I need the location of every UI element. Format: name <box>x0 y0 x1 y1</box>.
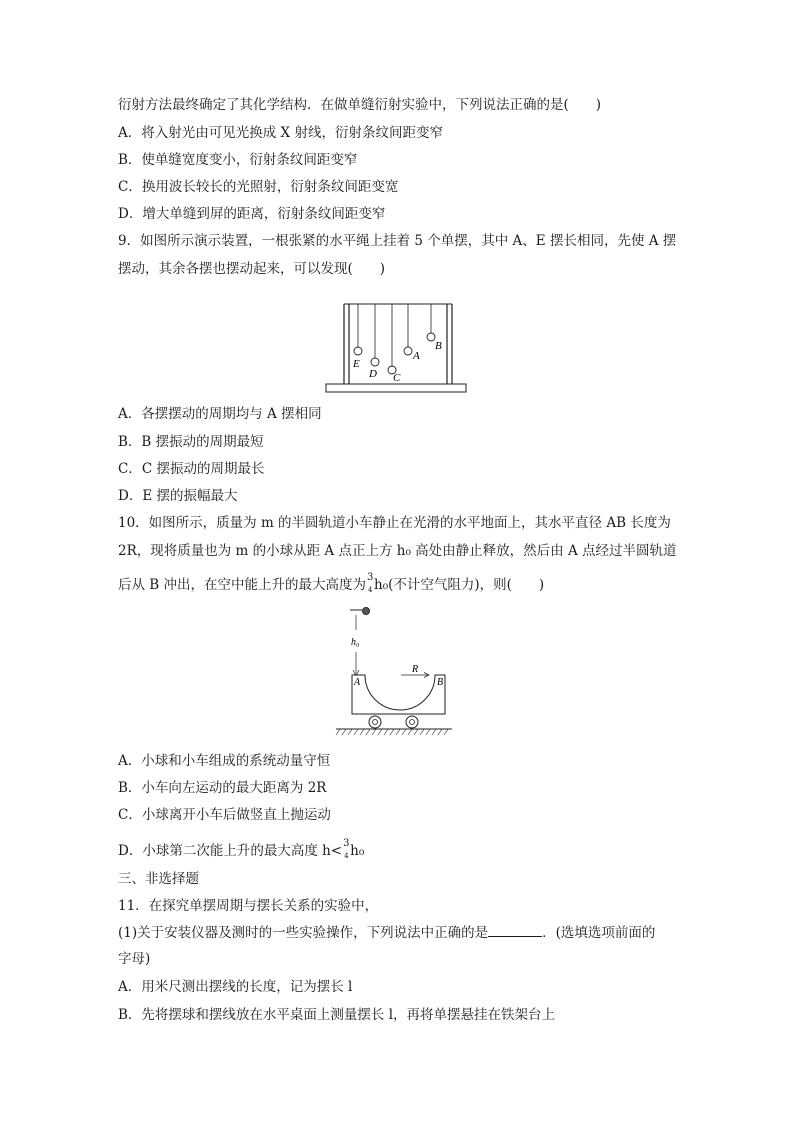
option-c-q9: C．C 摆振动的周期最长 <box>118 461 265 477</box>
q11-1-post: ．(选填选项前面的 <box>542 925 656 941</box>
question-10-line1: 10．如图所示，质量为 m 的半圆轨道小车静止在光滑的水平地面上，其水平直径 AB 长度为 <box>118 515 671 531</box>
option-a-q9: A．各摆摆动的周期均与 A 摆相同 <box>118 406 322 422</box>
label-d: D <box>369 368 377 380</box>
frac-num: 3 <box>367 572 374 583</box>
option-a-q11: A．用米尺测出摆线的长度，记为摆长 l <box>118 979 353 995</box>
line-1: 衍射方法最终确定了其化学结构．在做单缝衍射实验中，下列说法正确的是( ) <box>118 97 602 113</box>
label-a: A <box>413 350 420 362</box>
option-c-q8: C．换用波长较长的光照射，衍射条纹间距变宽 <box>118 179 399 195</box>
answer-blank[interactable] <box>488 924 542 937</box>
frac-num-d: 3 <box>343 838 350 849</box>
option-a-q8: A．将入射光由可见光换成 X 射线，衍射条纹间距变窄 <box>118 125 443 141</box>
option-a-q10: A．小球和小车组成的系统动量守恒 <box>118 753 331 769</box>
fraction-3-4-d <box>342 838 350 860</box>
section-3-title: 三、非选择题 <box>118 871 199 887</box>
question-11-part1 <box>118 924 655 942</box>
question-9-line1: 9．如图所示演示装置，一根张紧的水平绳上挂着 5 个单摆，其中 A、E 摆长相同，先使 A 摆 <box>118 233 677 249</box>
frac-den-d: 4 <box>344 852 349 860</box>
q10-line3-pre: 后从 B 冲出，在空中能上升的最大高度为 <box>118 577 367 593</box>
q10d-pre: D．小球第二次能上升的最大高度 h< <box>118 843 343 859</box>
label-h0: h₀ <box>351 637 360 648</box>
option-b-q8: B．使单缝宽度变小，衍射条纹间距变窄 <box>118 152 358 168</box>
pendulum-figure <box>322 296 470 396</box>
label-b-track: B <box>437 677 444 688</box>
question-11-part1-cont: 字母) <box>118 951 151 967</box>
q10-line3-post: h₀(不计空气阻力)，则( ) <box>374 577 545 593</box>
question-9-line2: 摆动，其余各摆也摆动起来，可以发现( ) <box>118 261 386 277</box>
label-c: C <box>393 372 401 384</box>
option-b-q11: B．先将摆球和摆线放在水平桌面上测量摆长 l，再将单摆悬挂在铁架台上 <box>118 1007 556 1023</box>
question-10-line3 <box>118 572 545 594</box>
option-c-q10: C．小球离开小车后做竖直上抛运动 <box>118 807 331 823</box>
question-11: 11．在探究单摆周期与摆长关系的实验中， <box>118 898 379 914</box>
option-d-q8: D．增大单缝到屏的距离，衍射条纹间距变窄 <box>118 206 386 222</box>
question-10-line2: 2R，现将质量也为 m 的小球从距 A 点正上方 h₀ 高处由静止释放，然后由 A 点经过半圆轨道 <box>118 543 677 559</box>
q10d-post: h₀ <box>350 843 365 859</box>
option-b-q9: B．B 摆振动的周期最短 <box>118 434 264 450</box>
fraction-3-4 <box>366 572 374 594</box>
option-b-q10: B．小车向左运动的最大距离为 2R <box>118 780 327 796</box>
cart-figure <box>334 602 456 738</box>
label-a-track: A <box>354 677 361 688</box>
q11-1-pre: (1)关于安装仪器及测时的一些实验操作，下列说法中正确的是 <box>118 925 489 941</box>
frac-den: 4 <box>368 586 373 594</box>
option-d-q10 <box>118 838 365 860</box>
option-d-q9: D．E 摆的振幅最大 <box>118 488 238 504</box>
label-e: E <box>353 358 360 370</box>
label-r: R <box>412 664 419 675</box>
label-b: B <box>435 340 442 352</box>
